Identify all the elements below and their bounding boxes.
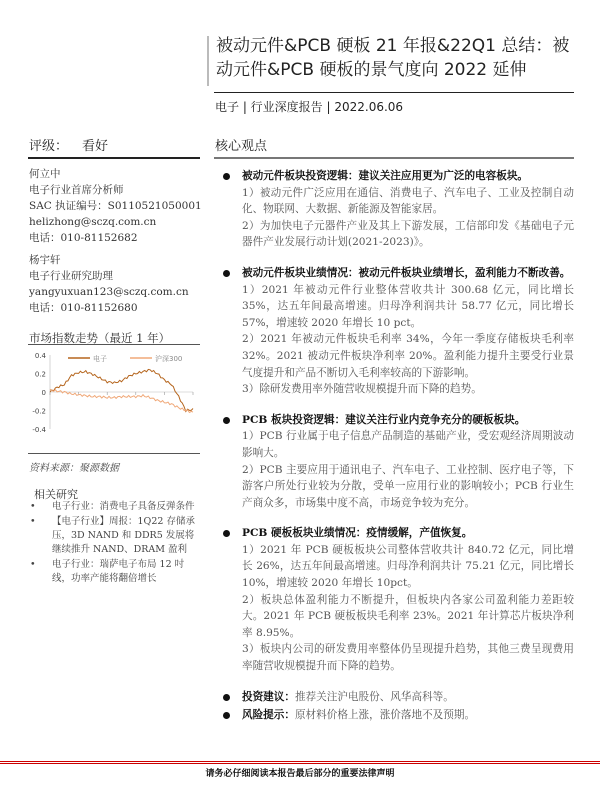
y-tick-label: -0.2 xyxy=(32,407,46,416)
key-point xyxy=(222,412,574,512)
point-line: 2）PCB 主要应用于通讯电子、汽车电子、工业控制、医疗电子等，下游客户所处行业较为分散，受单一应用行业的影响较小；PCB 行业生产商众多，市场集中度不高，市场竞争较为充分。 xyxy=(242,463,574,509)
footer-rule xyxy=(0,761,600,764)
y-tick-label: -0.4 xyxy=(32,426,46,434)
point-line: 3）除研发费用率外随营收规模提升而下降的趋势。 xyxy=(242,383,482,396)
bullet-icon xyxy=(223,694,230,701)
point-line: 1）2021 年 PCB 硬板板块公司整体营收共计 840.72 亿元，同比增长 26%，达五年间最高增速。归母净利润共计 75.21 亿元，同比增长 10%，增速较 2020 年增长 10pct。 xyxy=(242,543,574,590)
bullet-icon xyxy=(223,270,230,277)
point-heading: 被动元件板块投资逻辑：建议关注应用更为广泛的电容板块。 xyxy=(242,170,529,182)
point-line: 2）板块总体盈利能力不断提升，但板块内各家公司盈利能力差距较大。2021 年 PCB 硬板板块毛利率 23%。2021 年计算芯片板块净利率 8.95%。 xyxy=(242,593,574,639)
report-title: 被动元件&PCB 硬板 21 年报&22Q1 总结：被动元件&PCB 硬板的景气度向 2022 延伸 xyxy=(216,36,570,80)
point-line: 1）2021 年被动元件行业整体营收共计 300.68 亿元，同比增长 35%，达五年间最高增速。归母净利润共计 58.77 亿元，同比增长 57%，增速较 2020 年增长 10 pct。 xyxy=(242,283,574,329)
legend-label: 沪深300 xyxy=(155,355,183,363)
chart-source: 资料来源：聚源数据 xyxy=(29,463,119,474)
key-point xyxy=(222,168,574,251)
divider xyxy=(214,157,574,159)
analyst-role: 电子行业首席分析师 xyxy=(29,184,124,196)
section-title: 核心观点 xyxy=(215,139,268,154)
point-line: 2）2021 年被动元件板块毛利率 34%，今年一季度存储板块毛利率 32%。2021 被动元件板块净利率 20%。盈利能力提升主要受行业景气度提升和产品不断切入毛利率较高的下游影响。 xyxy=(242,333,574,379)
market-index-chart xyxy=(28,344,200,454)
point-line: 2）为加快电子元器件产业及其上下游发展，工信部印发《基础电子元器件产业发展行动计划(2021-2023)》。 xyxy=(242,219,574,249)
analyst-name: 杨宇轩 xyxy=(29,254,61,266)
analyst-card xyxy=(29,252,204,316)
key-point xyxy=(222,689,574,706)
key-points xyxy=(222,168,574,726)
point-heading: 风险提示： xyxy=(242,709,295,722)
point-heading: 投资建议： xyxy=(242,690,295,703)
series-line-0 xyxy=(50,369,193,411)
key-point xyxy=(222,525,574,674)
title-accent-bar xyxy=(207,36,209,86)
related-research-list xyxy=(30,500,202,587)
analyst-email[interactable]: yangyuxuan123@sczq.com.cn xyxy=(29,286,189,298)
rating xyxy=(29,135,108,154)
y-tick-label: 0.2 xyxy=(34,370,46,379)
analyst-phone: 电话：010-81152682 xyxy=(29,232,138,244)
divider xyxy=(214,92,574,93)
key-point xyxy=(222,265,574,398)
related-research-title: 相关研究 xyxy=(34,488,78,501)
divider xyxy=(28,157,200,159)
analyst-email[interactable]: helizhong@sczq.com.cn xyxy=(29,216,157,228)
legal-disclaimer[interactable]: 请务必仔细阅读本报告最后部分的重要法律声明 xyxy=(205,769,395,779)
related-item[interactable]: • 【电子行业】周报：1Q22 存储承压，3D NAND 和 DDR5 发展将继续推升 NAND、DRAM 盈利 xyxy=(30,515,202,557)
point-text: 推荐关注沪电股份、风华高科等。 xyxy=(294,690,454,703)
point-heading: PCB 板块投资逻辑：建议关注行业内竞争充分的硬板板块。 xyxy=(242,413,526,426)
related-item[interactable]: • 电子行业：瑞萨电子布局 12 吋线，功率产能将翻倍增长 xyxy=(30,558,202,586)
report-meta: 电子 | 行业深度报告 | 2022.06.06 xyxy=(215,100,404,114)
analyst-phone: 电话：010-81152680 xyxy=(29,302,138,314)
point-heading: PCB 硬板板块业绩情况：疫情缓解，产值恢复。 xyxy=(242,527,473,540)
legend-label: 电子 xyxy=(93,355,107,363)
analyst-name: 何立中 xyxy=(29,168,61,180)
rating-label: 评级： xyxy=(29,139,69,154)
y-tick-label: 0 xyxy=(41,389,46,397)
point-heading: 被动元件板块业绩情况：被动元件板块业绩增长，盈利能力不断改善。 xyxy=(242,266,571,279)
rating-value: 看好 xyxy=(82,139,109,154)
bullet-icon xyxy=(223,712,230,719)
chart-title: 市场指数走势（最近 1 年） xyxy=(29,331,171,345)
series-line-1 xyxy=(50,389,193,412)
analyst-role: 电子行业研究助理 xyxy=(29,270,113,282)
point-line: 1）被动元件广泛应用在通信、消费电子、汽车电子、工业及控制自动化、物联网、大数据、新能源及智能家居。 xyxy=(242,186,574,216)
bullet-icon xyxy=(223,173,230,180)
y-tick-label: 0.4 xyxy=(34,352,46,360)
related-item[interactable]: • 电子行业：消费电子具备反弹条件 xyxy=(30,500,202,514)
analyst-card xyxy=(29,166,204,246)
bullet-icon xyxy=(223,530,230,537)
chart-svg xyxy=(28,345,200,453)
point-line: 3）板块内公司的研发费用率整体仍呈现提升趋势，其他三费呈现费用率随营收规模提升而下降的趋势。 xyxy=(242,643,574,673)
point-text: 原材料价格上涨，涨价落地不及预期。 xyxy=(294,709,476,722)
point-line: 1）PCB 行业属于电子信息产品制造的基础产业，受宏观经济周期波动影响大。 xyxy=(242,430,574,459)
analyst-license: SAC 执证编号：S0110521050001 xyxy=(29,200,202,212)
key-point xyxy=(222,707,574,724)
bullet-icon xyxy=(223,417,230,424)
